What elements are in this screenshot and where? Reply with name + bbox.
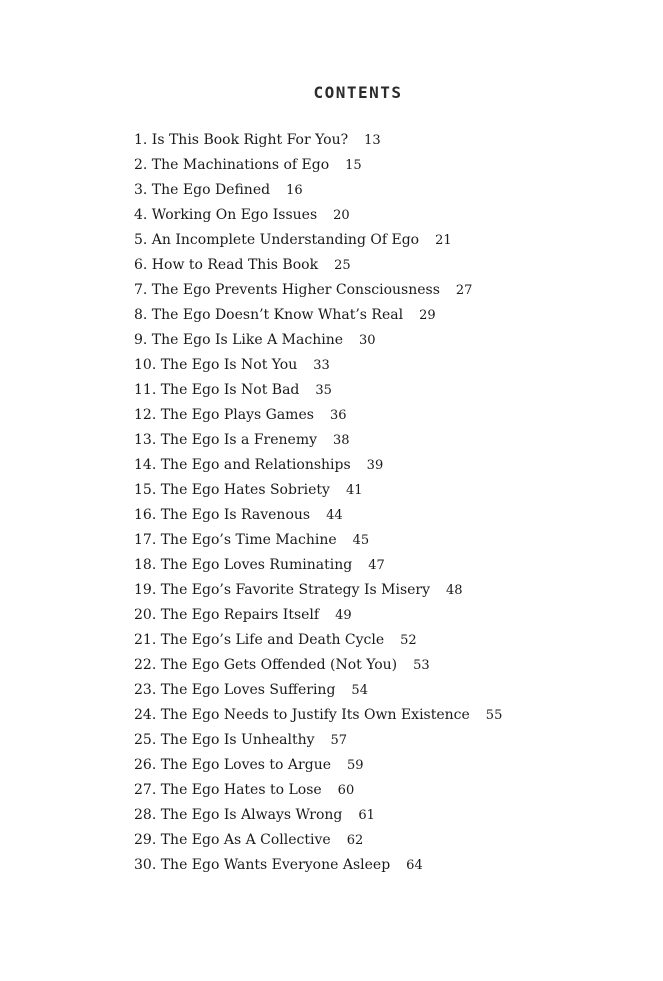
toc-entry xyxy=(134,653,502,678)
toc-entry xyxy=(134,178,502,203)
toc-entry-title: 6. How to Read This Book xyxy=(134,257,319,273)
toc-entry-title: 22. The Ego Gets Offended (Not You) xyxy=(134,657,398,673)
toc-entry xyxy=(134,353,502,378)
toc-entry-page-number: 13 xyxy=(364,133,381,148)
toc-entry xyxy=(134,453,502,478)
toc-entry-page-number: 35 xyxy=(315,383,332,398)
toc-entry-title: 28. The Ego Is Always Wrong xyxy=(134,807,343,823)
toc-entry xyxy=(134,728,502,753)
toc-entry xyxy=(134,778,502,803)
toc-entry-title: 5. An Incomplete Understanding Of Ego xyxy=(134,232,420,248)
toc-entry-title: 10. The Ego Is Not You xyxy=(134,357,298,373)
toc-entry xyxy=(134,528,502,553)
toc-entry-title: 1. Is This Book Right For You? xyxy=(134,132,349,148)
toc-entry-title: 30. The Ego Wants Everyone Asleep xyxy=(134,857,391,873)
toc-entry-page-number: 52 xyxy=(400,633,417,648)
toc-entry xyxy=(134,853,502,878)
toc-entry-title: 26. The Ego Loves to Argue xyxy=(134,757,331,773)
toc-entry-title: 7. The Ego Prevents Higher Consciousness xyxy=(134,282,440,298)
toc-entry xyxy=(134,803,502,828)
toc-entry-page-number: 61 xyxy=(358,808,375,823)
toc-entry-title: 21. The Ego’s Life and Death Cycle xyxy=(134,632,385,648)
toc-entry xyxy=(134,478,502,503)
toc-entry-page-number: 21 xyxy=(435,233,452,248)
toc-entry-page-number: 62 xyxy=(346,833,364,848)
toc-entry xyxy=(134,153,502,178)
toc-entry-page-number: 49 xyxy=(335,608,352,623)
toc-entry-page-number: 30 xyxy=(359,333,376,348)
toc-entry xyxy=(134,253,502,278)
toc-entry-page-number: 45 xyxy=(352,533,370,548)
toc-entry xyxy=(134,278,502,303)
toc-entry-title: 9. The Ego Is Like A Machine xyxy=(134,332,343,348)
contents-heading: CONTENTS xyxy=(313,83,403,102)
toc-entry xyxy=(134,203,502,228)
toc-entry-page-number: 25 xyxy=(334,258,351,273)
toc-entry-title: 18. The Ego Loves Ruminating xyxy=(134,557,353,573)
toc-entry-title: 11. The Ego Is Not Bad xyxy=(134,382,300,398)
toc-entry xyxy=(134,303,502,328)
toc-entry-page-number: 55 xyxy=(485,708,503,723)
toc-entry xyxy=(134,228,502,253)
toc-entry xyxy=(134,753,502,778)
toc-entry-title: 17. The Ego’s Time Machine xyxy=(134,532,337,548)
toc-entry-title: 13. The Ego Is a Frenemy xyxy=(134,432,318,448)
toc-entry xyxy=(134,328,502,353)
toc-entry-title: 24. The Ego Needs to Justify Its Own Existence xyxy=(134,707,470,723)
toc-entry-title: 29. The Ego As A Collective xyxy=(134,832,331,848)
table-of-contents xyxy=(134,128,502,878)
toc-entry xyxy=(134,603,502,628)
toc-entry xyxy=(134,828,502,853)
toc-entry-title: 27. The Ego Hates to Lose xyxy=(134,782,322,798)
toc-entry-page-number: 44 xyxy=(326,508,343,523)
toc-entry-title: 8. The Ego Doesn’t Know What’s Real xyxy=(134,307,404,323)
toc-entry-title: 15. The Ego Hates Sobriety xyxy=(134,482,330,498)
toc-entry-page-number: 64 xyxy=(406,858,423,873)
toc-entry xyxy=(134,578,502,603)
toc-entry-title: 16. The Ego Is Ravenous xyxy=(134,507,311,523)
toc-entry-page-number: 41 xyxy=(345,483,363,498)
toc-entry xyxy=(134,128,502,153)
toc-entry xyxy=(134,703,502,728)
toc-entry xyxy=(134,678,502,703)
toc-entry-page-number: 29 xyxy=(419,308,436,323)
toc-entry-page-number: 48 xyxy=(446,583,463,598)
toc-entry-title: 4. Working On Ego Issues xyxy=(134,207,318,223)
toc-entry xyxy=(134,403,502,428)
toc-entry-page-number: 53 xyxy=(413,658,430,673)
toc-entry-page-number: 39 xyxy=(366,458,384,473)
toc-entry-page-number: 33 xyxy=(313,358,330,373)
toc-entry-title: 2. The Machinations of Ego xyxy=(134,157,330,173)
toc-entry xyxy=(134,378,502,403)
toc-entry-page-number: 16 xyxy=(286,183,303,198)
toc-entry-title: 14. The Ego and Relationships xyxy=(134,457,351,473)
toc-entry-title: 3. The Ego Defined xyxy=(134,182,271,198)
toc-entry-title: 25. The Ego Is Unhealthy xyxy=(134,732,315,748)
toc-entry-title: 12. The Ego Plays Games xyxy=(134,407,314,423)
toc-entry-page-number: 20 xyxy=(333,208,350,223)
toc-entry-title: 23. The Ego Loves Suffering xyxy=(134,682,336,698)
toc-entry-page-number: 38 xyxy=(333,433,350,448)
toc-entry xyxy=(134,553,502,578)
toc-entry-page-number: 15 xyxy=(345,158,362,173)
toc-entry-page-number: 27 xyxy=(455,283,473,298)
toc-entry-page-number: 47 xyxy=(368,558,385,573)
toc-entry-page-number: 36 xyxy=(329,408,347,423)
toc-entry xyxy=(134,428,502,453)
toc-entry xyxy=(134,628,502,653)
toc-entry-page-number: 54 xyxy=(351,683,368,698)
toc-entry-page-number: 57 xyxy=(330,733,348,748)
toc-entry-title: 20. The Ego Repairs Itself xyxy=(134,607,320,623)
toc-entry-page-number: 59 xyxy=(347,758,364,773)
toc-entry-page-number: 60 xyxy=(337,783,355,798)
toc-entry-title: 19. The Ego’s Favorite Strategy Is Misery xyxy=(134,582,431,598)
toc-entry xyxy=(134,503,502,528)
